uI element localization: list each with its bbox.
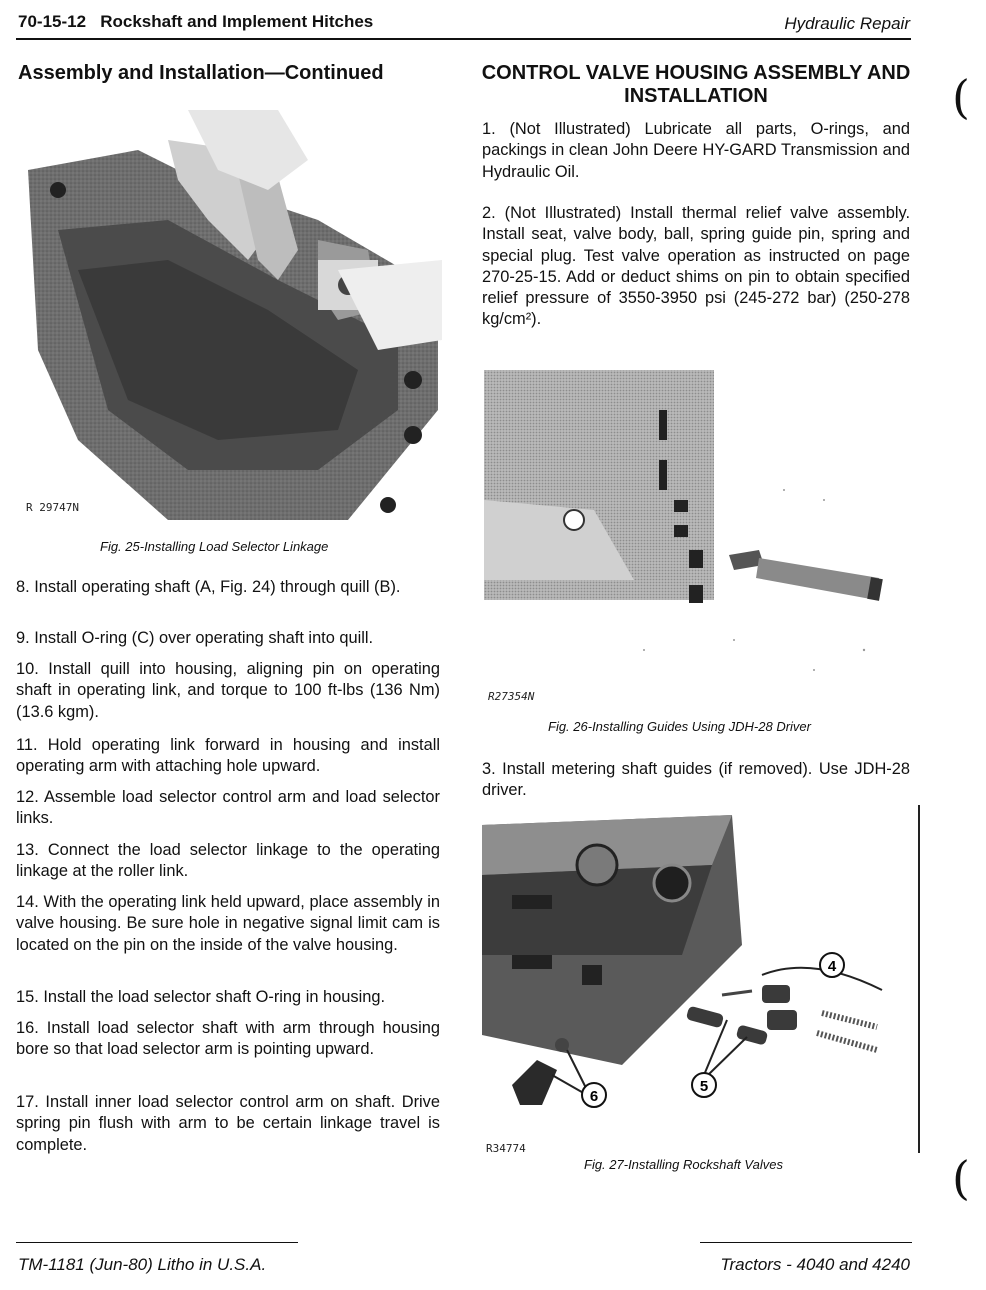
left-step-13: 13. Connect the load selector linkage to the operating linkage at the roller link. — [16, 841, 440, 881]
left-step-14: 14. With the operating link held upward, place assembly in valve housing. Be sure hole in negative signal limit cam is located on the pin on the inside of the valve housing. — [16, 893, 440, 954]
left-step-17: 17. Install inner load selector control arm on shaft. Drive spring pin flush with arm to be certain linkage travel is complete. — [16, 1093, 440, 1154]
figure-26-caption: Fig. 26-Installing Guides Using JDH-28 Driver — [548, 719, 811, 734]
footer-rule-right — [700, 1242, 912, 1243]
figure-27-photo — [482, 805, 910, 1135]
rockshaft-valves-illustration — [482, 805, 910, 1135]
figure-25-caption: Fig. 25-Installing Load Selector Linkage — [100, 539, 329, 554]
left-step-11: 11. Hold operating link forward in housing and install operating arm with attaching hole upward. — [16, 736, 440, 776]
right-step-3: 3. Install metering shaft guides (if removed). Use JDH-28 driver. — [482, 760, 910, 800]
footer-left: TM-1181 (Jun-80) Litho in U.S.A. — [18, 1255, 267, 1274]
footer-right: Tractors - 4040 and 4240 — [720, 1255, 910, 1274]
figure-25-photo — [18, 110, 442, 520]
figure-26-id: R27354N — [488, 690, 535, 703]
callout-6: 6 — [589, 1088, 599, 1105]
left-step-15: 15. Install the load selector shaft O-ring in housing. — [16, 988, 385, 1006]
left-step-8: 8. Install operating shaft (A, Fig. 24) through quill (B). — [16, 578, 401, 596]
figure-27-side-rule — [918, 805, 920, 1153]
page-reference: 70-15-12 — [18, 12, 87, 31]
left-step-9: 9. Install O-ring (C) over operating shaft into quill. — [16, 629, 374, 647]
right-section-heading: CONTROL VALVE HOUSING ASSEMBLY AND INSTALLATION — [481, 62, 911, 107]
load-selector-linkage-illustration — [18, 110, 442, 520]
figure-25-id: R 29747N — [26, 501, 79, 514]
header-rule — [16, 38, 911, 40]
section-title: Rockshaft and Implement Hitches — [100, 12, 374, 31]
guide-installation-illustration — [484, 350, 904, 710]
figure-27-id: R34774 — [486, 1142, 526, 1155]
margin-bracket-bottom: ( — [952, 1151, 970, 1205]
left-step-10: 10. Install quill into housing, aligning pin on operating shaft in operating link, and torque to 100 ft-lbs (136 Nm) (13.6 kgm). — [16, 660, 440, 721]
footer-rule-left — [16, 1242, 298, 1243]
right-step-2: 2. (Not Illustrated) Install thermal relief valve assembly. Install seat, valve body, ball, spring guide pin, spring and special plug. Test valve operation as instructed on page 270-25-15. Add or deduct shims on pin to obtain specified relief pressure of 3550-3950 psi (245-272 bar) (250-278 kg/cm²). — [482, 204, 910, 329]
figure-27-caption: Fig. 27-Installing Rockshaft Valves — [584, 1157, 783, 1172]
page-header-left — [18, 12, 373, 32]
right-step-1: 1. (Not Illustrated) Lubricate all parts, O-rings, and packings in clean John Deere HY-GARD Transmission and Hydraulic Oil. — [482, 120, 910, 181]
page-header-right: Hydraulic Repair — [784, 14, 910, 33]
left-section-heading: Assembly and Installation—Continued — [18, 62, 384, 84]
callout-5: 5 — [699, 1078, 709, 1095]
left-step-12: 12. Assemble load selector control arm and load selector links. — [16, 788, 440, 828]
left-step-16: 16. Install load selector shaft with arm through housing bore so that load selector arm is pointing upward. — [16, 1019, 440, 1059]
figure-26-photo — [484, 350, 904, 710]
callout-4: 4 — [827, 958, 837, 975]
margin-bracket-top: ( — [952, 70, 970, 124]
